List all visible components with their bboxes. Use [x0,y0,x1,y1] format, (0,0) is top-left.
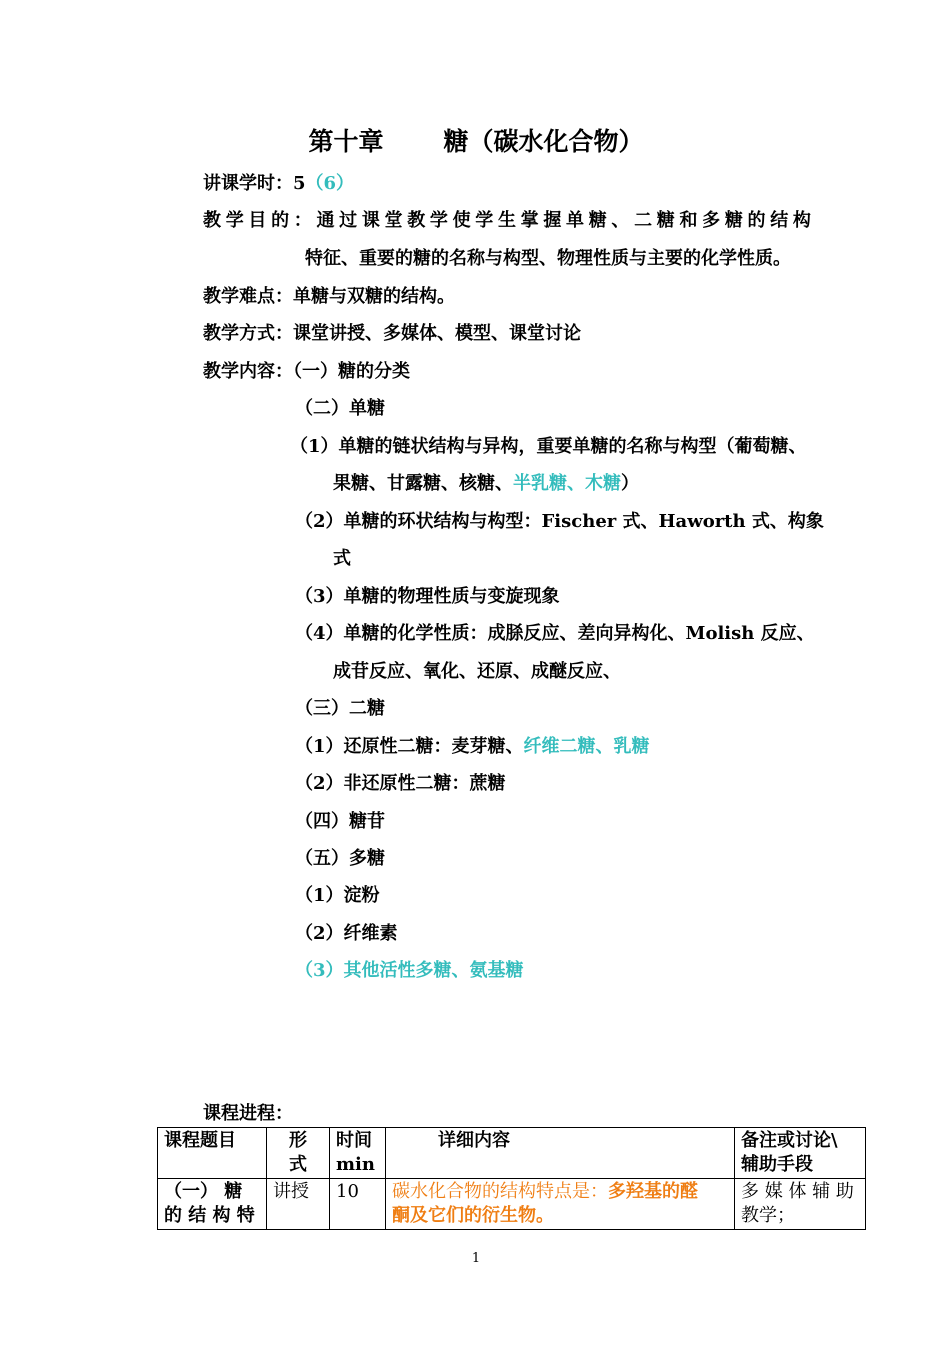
header-topic: 课程题目 [158,1128,267,1179]
item-cellulose: （2）纤维素 [295,923,398,944]
item-reducing-disaccharide: （1）还原性二糖：麦芽糖、纤维二糖、乳糖 [295,736,650,757]
teaching-method: 教学方式：课堂讲授、多媒体、模型、课堂讨论 [203,323,581,344]
section-glycoside: （四）糖苷 [295,811,385,832]
item-ring-structure-cont: 式 [333,548,351,569]
row-time: 10 [330,1179,386,1230]
item-chemical-properties-cont: 成苷反应、氧化、还原、成醚反应、 [333,661,621,682]
chapter-title [0,126,952,158]
lecture-hours: 讲课学时：5（6） [203,173,355,194]
teaching-content: 教学内容：（一）糖的分类 [203,361,410,382]
item-nonreducing-disaccharide: （2）非还原性二糖：蔗糖 [295,773,506,794]
course-progress-label: 课程进程： [203,1103,293,1124]
header-note: 备注或讨论\ 辅助手段 [735,1128,866,1179]
header-detail: 详细内容 [386,1128,735,1179]
course-progress-table [157,1127,866,1230]
teaching-objective-line2: 特征、重要的糖的名称与构型、物理性质与主要的化学性质。 [305,248,791,269]
header-time: 时间 min [330,1128,386,1179]
table-header-row [158,1128,866,1179]
item-physical-properties: （3）单糖的物理性质与变旋现象 [295,586,560,607]
item-starch: （1）淀粉 [295,885,380,906]
item-chain-structure: （1）单糖的链状结构与异构，重要单糖的名称与构型（葡萄糖、 [290,436,807,457]
header-form: 形 式 [267,1128,330,1179]
row-topic: （一） 糖 的 结 构 特 [158,1179,267,1230]
item-other-polysaccharides: （3）其他活性多糖、氨基糖 [295,960,524,981]
section-polysaccharide: （五）多糖 [295,848,385,869]
section-monosaccharide: （二）单糖 [295,398,385,419]
section-disaccharide: （三）二糖 [295,698,385,719]
item-chain-structure-cont: 果糖、甘露糖、核糖、半乳糖、木糖） [333,473,639,494]
teaching-objective-line1: 教 学 目 的 ： 通 过 课 堂 教 学 使 学 生 掌 握 单 糖 、 二 糖 和 多 糖 的 结 构 [203,210,811,231]
chapter-topic: 糖（碳水化合物） [443,127,644,156]
chapter-number: 第十章 [308,127,384,156]
item-chemical-properties: （4）单糖的化学性质：成脎反应、差向异构化、Molish 反应、 [295,623,815,644]
row-note: 多 媒 体 辅 助 教学； [735,1179,866,1230]
table-row [158,1179,866,1230]
item-ring-structure: （2）单糖的环状结构与构型：Fischer 式、Haworth 式、构象 [295,511,824,532]
row-form: 讲授 [267,1179,330,1230]
teaching-difficulty: 教学难点：单糖与双糖的结构。 [203,286,455,307]
page-number: 1 [471,1251,481,1266]
row-detail: 碳水化合物的结构特点是：多羟基的醛 酮及它们的衍生物。 [386,1179,735,1230]
